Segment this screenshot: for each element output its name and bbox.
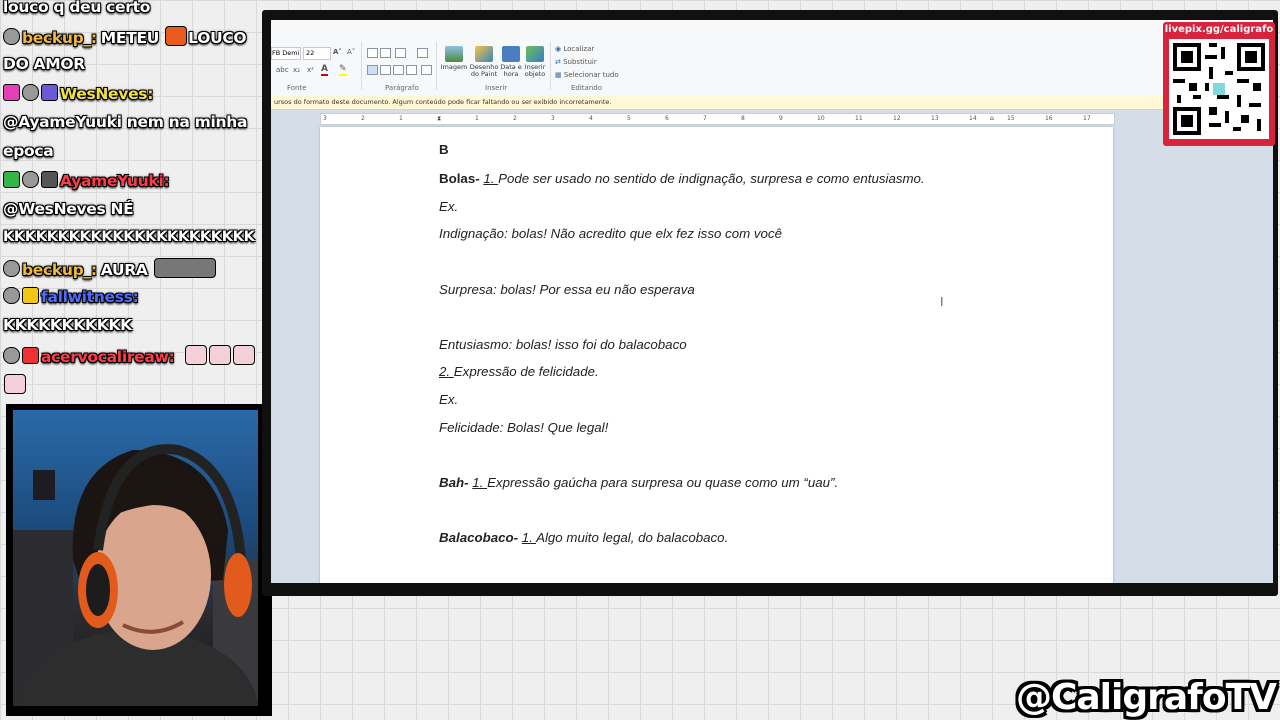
chat-line: @AyameYuuki nem na minha <box>3 113 248 131</box>
example-indignacao: Indignação: bolas! Não acredito que elx fez isso com você <box>439 226 782 241</box>
livepix-qr-panel <box>1163 22 1275 146</box>
ruler-tick: 8 <box>741 115 745 122</box>
find-button[interactable]: ◉ Localizar <box>555 45 595 53</box>
example-surpresa: Surpresa: bolas! Por essa eu não esperava <box>439 282 695 297</box>
chat-line: beckup_: METEU LOUCO <box>3 26 246 47</box>
right-indent-marker-icon[interactable]: ⌂ <box>990 115 994 122</box>
font-name-select[interactable]: FB Demi <box>271 47 301 60</box>
emote-icon <box>233 345 255 365</box>
binoculars-icon: ◉ <box>555 45 564 53</box>
chat-username: fallwitness: <box>41 288 139 306</box>
ruler-tick: 5 <box>627 115 631 122</box>
ribbon-separator <box>436 42 437 90</box>
chat-line <box>3 84 157 103</box>
group-font-label: Fonte <box>287 84 307 92</box>
emote-icon <box>154 258 216 278</box>
section-letter: B <box>439 142 449 157</box>
document-page[interactable] <box>320 127 1113 583</box>
bot-badge-icon <box>41 171 58 188</box>
chat-line: KKKKKKKKKKKKKKKKKKKKKKK <box>3 229 255 245</box>
chat-username: AyameYuuki: <box>60 172 170 190</box>
replace-icon: ⇄ <box>555 58 564 66</box>
ruler[interactable] <box>320 113 1115 125</box>
emote-icon <box>165 26 187 46</box>
example-felicidade: Felicidade: Bolas! Que legal! <box>439 420 609 435</box>
ruler-tick: 10 <box>817 115 825 122</box>
ruler-tick: 15 <box>1007 115 1015 122</box>
ruler-tick: 11 <box>855 115 863 122</box>
insert-image-button[interactable]: Imagem <box>439 46 469 71</box>
heart-badge-icon <box>3 84 20 101</box>
ruler-tick: 6 <box>665 115 669 122</box>
chat-overlay <box>0 0 262 402</box>
channel-handle: @CaligrafoTV <box>1015 677 1276 718</box>
chat-username: beckup_: <box>22 29 97 47</box>
chat-username: beckup_: <box>22 261 97 279</box>
chat-line <box>3 171 173 190</box>
align-center-icon[interactable] <box>380 65 391 75</box>
chat-line <box>3 374 27 395</box>
streamer-image <box>13 410 258 706</box>
image-icon <box>445 46 463 62</box>
example-entusiasmo: Entusiasmo: bolas! isso foi do balacobaco <box>439 337 687 352</box>
highlight-icon[interactable]: ✎ <box>339 64 347 74</box>
emote-icon <box>185 345 207 365</box>
user-badge-icon <box>3 347 20 364</box>
group-insert-label: Inserir <box>485 84 508 92</box>
chat-line: beckup_: AURA <box>3 258 217 279</box>
user-badge-icon <box>22 84 39 101</box>
ruler-tick: 13 <box>931 115 939 122</box>
select-all-button[interactable]: ▦ Selecionar tudo <box>555 71 619 79</box>
chat-line: KKKKKKKKKKK <box>3 316 132 334</box>
ruler-tick: 1 <box>475 115 479 122</box>
align-right-icon[interactable] <box>393 65 404 75</box>
webcam-feed <box>13 410 258 706</box>
grow-font-icon[interactable]: A˄ <box>333 48 342 56</box>
entry-balacobaco: Balacobaco- 1. Algo muito legal, do balacobaco. <box>439 530 729 545</box>
ruler-tick: 4 <box>589 115 593 122</box>
group-editing-label: Editando <box>571 84 603 92</box>
ruler-tick: 7 <box>703 115 707 122</box>
bullets-icon[interactable] <box>395 48 406 58</box>
gift-badge-icon <box>41 84 58 101</box>
replace-button[interactable]: ⇄ Substituir <box>555 58 597 66</box>
entry-bah: Bah- 1. Expressão gaúcha para surpresa ou quase como um “uau”. <box>439 475 839 490</box>
superscript-icon[interactable]: x² <box>307 66 314 74</box>
user-badge-icon <box>3 287 20 304</box>
ribbon-separator <box>361 42 362 90</box>
wordpad-window <box>271 20 1273 583</box>
chat-line: @WesNeves NÉ <box>3 200 134 218</box>
chat-line: epoca <box>3 142 54 160</box>
qr-code-icon <box>1169 39 1269 139</box>
emote-icon <box>4 374 26 394</box>
justify-icon[interactable] <box>406 65 417 75</box>
ruler-tick: 12 <box>893 115 901 122</box>
compatibility-infobar: ursos do formato deste documento. Algum conteúdo pode ficar faltando ou ser exibido incorretamente. <box>271 96 1273 110</box>
chat-username: WesNeves: <box>60 85 154 103</box>
entry-bolas: Bolas- 1. Pode ser usado no sentido de indignação, surpresa e como entusiasmo. <box>439 171 925 186</box>
ruler-tick: 2 <box>361 115 365 122</box>
example-label: Ex. <box>439 199 459 214</box>
ribbon <box>271 20 1273 97</box>
gift-badge-icon <box>22 347 39 364</box>
user-badge-icon <box>3 260 20 277</box>
mod-badge-icon <box>3 171 20 188</box>
ruler-tick: 3 <box>323 115 327 122</box>
select-all-icon: ▦ <box>555 71 564 79</box>
group-paragraph-label: Parágrafo <box>385 84 419 92</box>
indent-marker-icon[interactable]: ⧗ <box>437 115 442 122</box>
chat-line: DO AMOR <box>3 55 85 73</box>
insert-object-button[interactable]: Inserir objeto <box>523 46 547 78</box>
date-time-button[interactable]: Data e hora <box>499 46 523 78</box>
ruler-tick: 17 <box>1083 115 1091 122</box>
strikethrough-icon[interactable]: abc <box>276 66 289 74</box>
definition-2: 2. Expressão de felicidade. <box>439 364 599 379</box>
ruler-tick: 3 <box>551 115 555 122</box>
calendar-icon <box>502 46 520 62</box>
example-label: Ex. <box>439 392 459 407</box>
ruler-tick: 14 <box>969 115 977 122</box>
decrease-indent-icon[interactable] <box>367 48 378 58</box>
text-cursor-icon: I <box>940 295 944 309</box>
user-badge-icon <box>3 28 20 45</box>
ruler-tick: 2 <box>513 115 517 122</box>
chat-line <box>3 345 256 366</box>
paragraph-icon[interactable] <box>421 65 432 75</box>
chat-username: acervocalireaw: <box>41 348 175 366</box>
line-spacing-icon[interactable] <box>417 48 428 58</box>
ruler-tick: 1 <box>399 115 403 122</box>
ruler-tick: 16 <box>1045 115 1053 122</box>
align-left-icon[interactable] <box>367 65 378 75</box>
crown-badge-icon <box>22 287 39 304</box>
livepix-url: livepix.gg/caligrafo <box>1164 24 1274 35</box>
chat-line: louco q deu certo <box>3 0 151 16</box>
font-size-select[interactable]: 22 <box>303 47 331 60</box>
chat-line <box>3 287 142 306</box>
ruler-tick: 9 <box>779 115 783 122</box>
increase-indent-icon[interactable] <box>380 48 391 58</box>
subscript-icon[interactable]: x₂ <box>293 66 300 74</box>
emote-icon <box>209 345 231 365</box>
shrink-font-icon[interactable]: A˅ <box>347 48 356 56</box>
paint-drawing-button[interactable]: Desenho do Paint <box>469 46 499 78</box>
object-icon <box>526 46 544 62</box>
ribbon-separator <box>550 42 551 90</box>
text-color-icon[interactable]: A <box>321 64 328 74</box>
user-badge-icon <box>22 171 39 188</box>
paint-icon <box>475 46 493 62</box>
